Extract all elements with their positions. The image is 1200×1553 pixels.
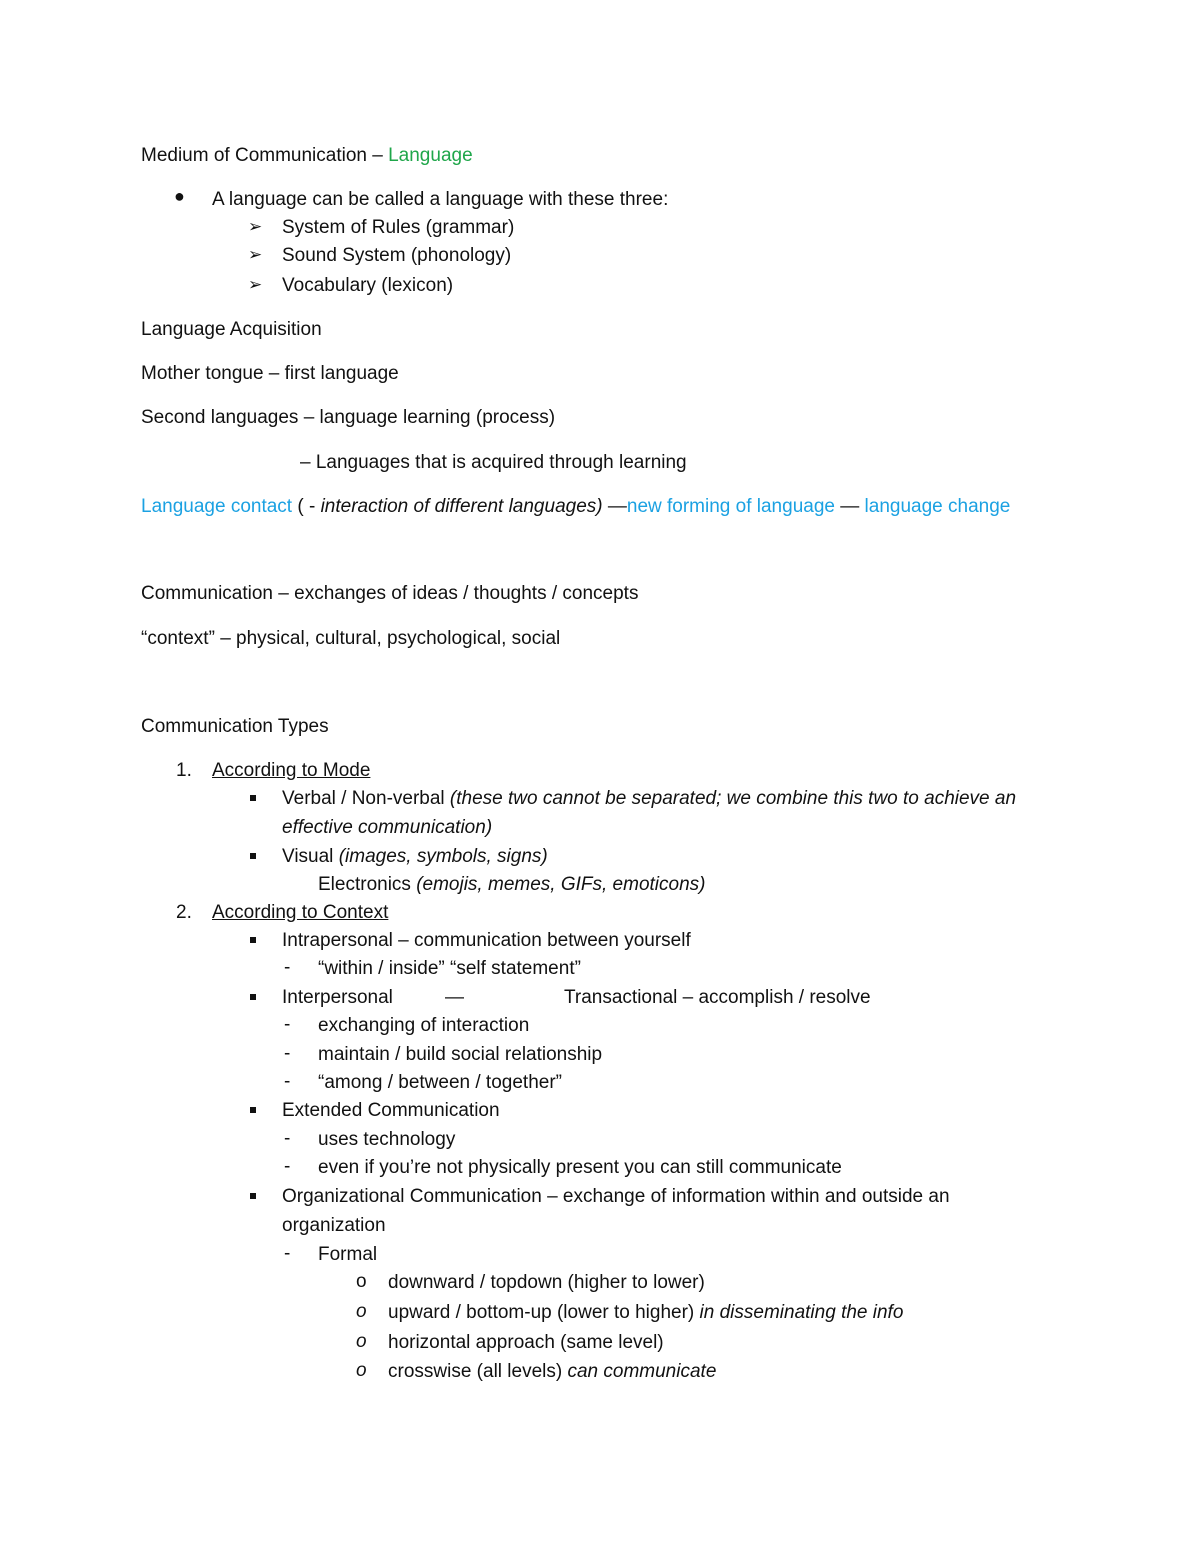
interpersonal-sub: “among / between / together” [318,1072,562,1093]
formal-item [388,1360,716,1384]
dash-bullet: - [284,1014,291,1035]
context-title: According to Context [212,902,389,923]
heading-highlight: Language [388,145,473,166]
arrow-bullet-icon: ➢ [248,275,263,294]
extended-sub: even if you’re not physically present you can still communicate [318,1157,842,1178]
acquisition-heading: Language Acquisition [141,319,322,340]
contact-term: Language contact [141,496,293,517]
square-bullet-icon [250,994,256,1000]
language-contact-line [141,495,1010,519]
contact-paren: ( - [292,496,321,517]
visual-label: Visual [282,846,339,867]
formal-item [388,1301,903,1325]
contact-result-1: new forming of language [626,496,835,517]
sub-item: Vocabulary (lexicon) [282,275,454,296]
mother-tongue-line: Mother tongue – first language [141,363,399,384]
extended-line: Extended Communication [282,1100,500,1121]
sub-item: Sound System (phonology) [282,245,512,266]
o-bullet: o [356,1331,367,1352]
intrapersonal-line: Intrapersonal – communication between yourself [282,930,691,951]
electronics-line [318,873,705,897]
verbal-note: (these two cannot be separated; we combine this two to achieve an [449,788,1017,809]
intro-bullet: A language can be called a language with these three: [212,189,669,210]
dash-bullet: - [284,1156,291,1177]
organizational-line-continued: organization [282,1215,386,1236]
formal-item-text: upward / bottom-up (lower to higher) [388,1302,700,1323]
mode-title: According to Mode [212,760,371,781]
visual-note: (images, symbols, signs) [338,846,548,867]
contact-dash-2: — [834,496,865,517]
arrow-bullet-icon: ➢ [248,217,263,236]
formal-item-note: can communicate [567,1361,717,1382]
verbal-line [282,787,1016,811]
square-bullet-icon [250,937,256,943]
formal-item-text: crosswise (all levels) [388,1361,568,1382]
formal-item-text: horizontal approach (same level) [388,1332,664,1353]
formal-item-note: in disseminating the info [699,1302,904,1323]
square-bullet-icon [250,1193,256,1199]
transactional-line: Transactional – accomplish / resolve [564,987,871,1008]
list-number: 2. [176,902,192,923]
types-heading: Communication Types [141,716,329,737]
square-bullet-icon [250,795,256,801]
heading-prefix: Medium of Communication – [141,145,389,166]
formal-item [388,1271,705,1295]
dash-bullet: - [284,1128,291,1149]
verbal-label: Verbal / Non-verbal [282,788,450,809]
o-bullet: o [356,1360,367,1381]
dash-bullet: - [284,1071,291,1092]
interpersonal-label: Interpersonal [282,987,393,1008]
electronics-note: (emojis, memes, GIFs, emoticons) [416,874,706,895]
square-bullet-icon [250,853,256,859]
electronics-label: Electronics [318,874,417,895]
o-bullet: o [356,1301,367,1322]
bullet-dot-icon: ● [174,186,185,206]
page-heading [141,144,473,168]
intrapersonal-sub: “within / inside” “self statement” [318,958,581,979]
second-languages-line: Second languages – language learning (process) [141,407,556,428]
arrow-bullet-icon: ➢ [248,245,263,264]
context-definition: “context” – physical, cultural, psychological, social [141,628,561,649]
contact-dash-1: — [602,496,627,517]
square-bullet-icon [250,1107,256,1113]
organizational-line: Organizational Communication – exchange of information within and outside an [282,1186,950,1207]
formal-label: Formal [318,1244,378,1265]
interpersonal-sub: exchanging of interaction [318,1015,530,1036]
formal-item [388,1331,664,1355]
dash-bullet: - [284,1043,291,1064]
formal-item-text: downward / topdown (higher to lower) [388,1272,705,1293]
interpersonal-dash: — [445,987,464,1008]
sub-item: System of Rules (grammar) [282,217,515,238]
interpersonal-sub: maintain / build social relationship [318,1044,603,1065]
contact-definition: interaction of different languages) [320,496,603,517]
o-bullet: o [356,1271,367,1292]
dash-bullet: - [284,957,291,978]
second-languages-note: – Languages that is acquired through learning [300,452,687,473]
verbal-note-continued: effective communication) [282,817,493,838]
extended-sub: uses technology [318,1129,456,1150]
dash-bullet: - [284,1243,291,1264]
visual-line [282,845,548,869]
contact-result-2: language change [864,496,1011,517]
list-number: 1. [176,760,192,781]
communication-definition: Communication – exchanges of ideas / thoughts / concepts [141,583,639,604]
